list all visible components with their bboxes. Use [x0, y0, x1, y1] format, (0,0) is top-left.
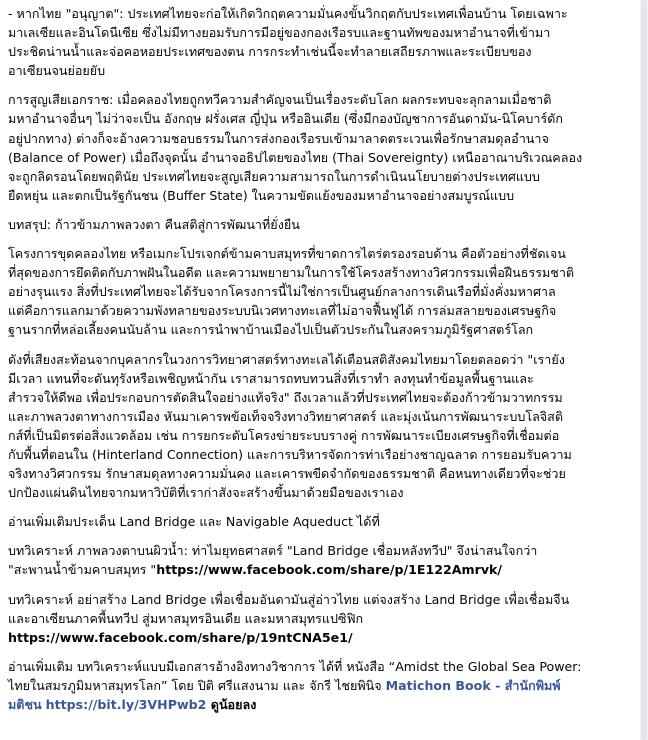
paragraph-conclusion-heading: บทสรุป: ก้าวข้ามภาพลวงตา คืนสติสู่การพัฒนาที่ยั่งยืน [8, 216, 300, 232]
paragraph-analysis-1 [8, 541, 634, 579]
paragraph-analysis-2 [8, 590, 634, 647]
share-link-2[interactable]: https://www.facebook.com/share/p/19ntCNA5e1/ [8, 629, 353, 645]
share-link-1[interactable]: https://www.facebook.com/share/p/1E122Amrvk/ [156, 562, 503, 578]
paragraph-read-more: อ่านเพิ่มเติมประเด็น Land Bridge และ Navigable Aqueduct ได้ที่ [8, 514, 380, 530]
paragraph-canal-project: โครงการขุดคลองไทย หรือเมกะโปรเจกต์ข้ามคาบสมุทรที่ขาดการไตร่ตรองรอบด้าน คือตัวอย่างที่ชัดเจน ที่สุดของการยึดติดกับภาพฝันในอดีต และความพยายามในการใช้โครงสร้างทางวิศวกรรมเพื่อฝืนธรรมชาติ อย่างรุนแรง สิ่งที่ประเทศไทยจะได้รับจากโครงการนี้ไม่ใช่การเป็นศูนย์กลางการเดินเรือที่มั่งคั่งมหาศาล แต่คือการแลกมาด้วยความพังทลายของระบบนิเวศทางทะเลที่ไม่อาจฟื้นฟูได้ การล่มสลายของเศรษฐกิจ ฐานรากที่หล่อเลี้ยงคนนับล้าน และการนำพาบ้านเมืองไปเป็นตัวประกันในสงครามภูมิรัฐศาสตร์โลก [8, 246, 575, 338]
publisher-link[interactable]: Matichon Book - สำนักพิมพ์ มติชน [8, 677, 561, 712]
paragraph-book [8, 657, 634, 714]
paragraph-sovereignty: การสูญเสียเอกราช: เมื่อคลองไทยถูกทวีความสำคัญจนเป็นเรื่องระดับโลก ผลกระทบจะลุกลามเมื่อชาติ มหาอำนาจอื่นๆ ไม่ว่าจะเป็น อังกฤษ ฝรั่งเศส ญี่ปุ่น หรืออินเดีย (ซึ่งมีกองบัญชาการอันดามัน-นิโคบาร์ดัก อยู่ปากทาง) ต่างก็จะอ้างความชอบธรรมในการส่งกองเรือรบเข้ามาลาดตระเวนเพื่อรักษาสมดุลอำนาจ (Balance of Power) เมื่อถึงจุดนั้น อำนาจอธิปไตยของไทย (Thai Sovereignty) เหนืออาณาบริเวณคลอง จะถูกลิดรอนโดยพฤตินัย ประเทศไทยจะสูญเสียความสามารถในการดำเนินนโยบายต่างประเทศแบบ ยืดหยุ่น และตกเป็นรัฐกันชน (Buffer State) ในความขัดแย้งของมหาอำนาจอย่างสมบูรณ์แบบ [8, 92, 583, 203]
paragraph-thai-permit: - หากไทย "อนุญาต": ประเทศไทยจะก่อให้เกิดวิกฤตความมั่นคงขั้นวิกฤตกับประเทศเพื่อนบ้าน โดยเฉพาะ มาเลเซียและอินโดนีเซีย ซึ่งไม่มีทางยอมรับการมีอยู่ของกองเรือรบและฐานทัพของมหาอำนาจที่เข้ามา ประชิดน่านน้ำและจ่อคอหอยประเทศของตน การกระทำเช่นนี้จะทำลายเสถียรภาพและระเบียบของ อาเซียนจนย่อยยับ [8, 6, 568, 79]
see-less-button[interactable]: ดูน้อยลง [206, 697, 257, 712]
scrollbar[interactable] [640, 0, 648, 740]
book-text: อ่านเพิ่มเติม บทวิเคราะห์แบบมีเอกสารอ้างอิงทางวิชาการ ได้ที่ หนังสือ “Amidst the Global Sea Power: ไทยในสมรภูมิมหาสมุทรโลก” โดย ปิติ ศรีแสงนาม และ จักรี ไชยพินิจ [8, 658, 582, 693]
book-short-link[interactable]: https://bit.ly/3VHPwb2 [45, 697, 207, 712]
analysis-2-text: บทวิเคราะห์ อย่าสร้าง Land Bridge เพื่อเชื่อมอันดามันสู่อ่าวไทย แต่จงสร้าง Land Bridge เพื่อเชื่อมจีน และอาเซียนภาคพื้นทวีป สู่มหาสมุทรอินเดีย และมหาสมุทรแปซิฟิก [8, 591, 570, 626]
analysis-1-text: บทวิเคราะห์ ภาพลวงตาบนผิวน้ำ: ท่าไมยุทธศาสตร์ "Land Bridge เชื่อมหลังทวีป" จึงน่าสนใจกว่า "สะพานน้ำข้ามคาบสมุทร " [8, 543, 538, 578]
scrollbar-thumb[interactable] [641, 0, 647, 740]
paragraph-science-voice: ดังที่เสียงสะท้อนจากบุคลากรในวงการวิทยาศาสตร์ทางทะเลได้เตือนสติสังคมไทยมาโดยตลอดว่า "เรายัง มีเวลา แทนที่จะดันทุรังหรือเพชิญหน้ากัน เราสามารถทบทวนสิ่งที่เราทำ ลงทุนทำข้อมูลพื้นฐานและ สำรวจให้ดีพอ เพื่อประกอบการตัดสินใจอย่างแท้จริง" ถึงเวลาแล้วที่ประเทศไทยจะต้องก้าวข้ามวาทกรรม และภาพลวงตาทางการเมือง หันมาเคารพข้อเท็จจริงทางวิทยาศาสตร์ และมุ่งเน้นการพัฒนาระบบโลจิสติ กส์ที่เป็นมิตรต่อสิ่งแวดล้อม เช่น การยกระดับโครงข่ายระบบรางคู่ การพัฒนาระเบียงเศรษฐกิจที่เชื่อมต่อ กับพื้นที่ตอนใน (Hinterland Connection) และการบริหารจัดการท่าเรือย่างชาญฉลาด การยอมรับความ จริงทางวิศวกรรม รักษาสมดุลทางความมั่นคง และเคารพขีดจำกัดของธรรมชาติ คือหนทางเดียวที่จะช่วย ปกป้องแผ่นดินไทยจากมหาวิบัติที่เราก่าสังจะสร้างขึ้นมาด้วยมือของเราเอง [8, 351, 572, 501]
